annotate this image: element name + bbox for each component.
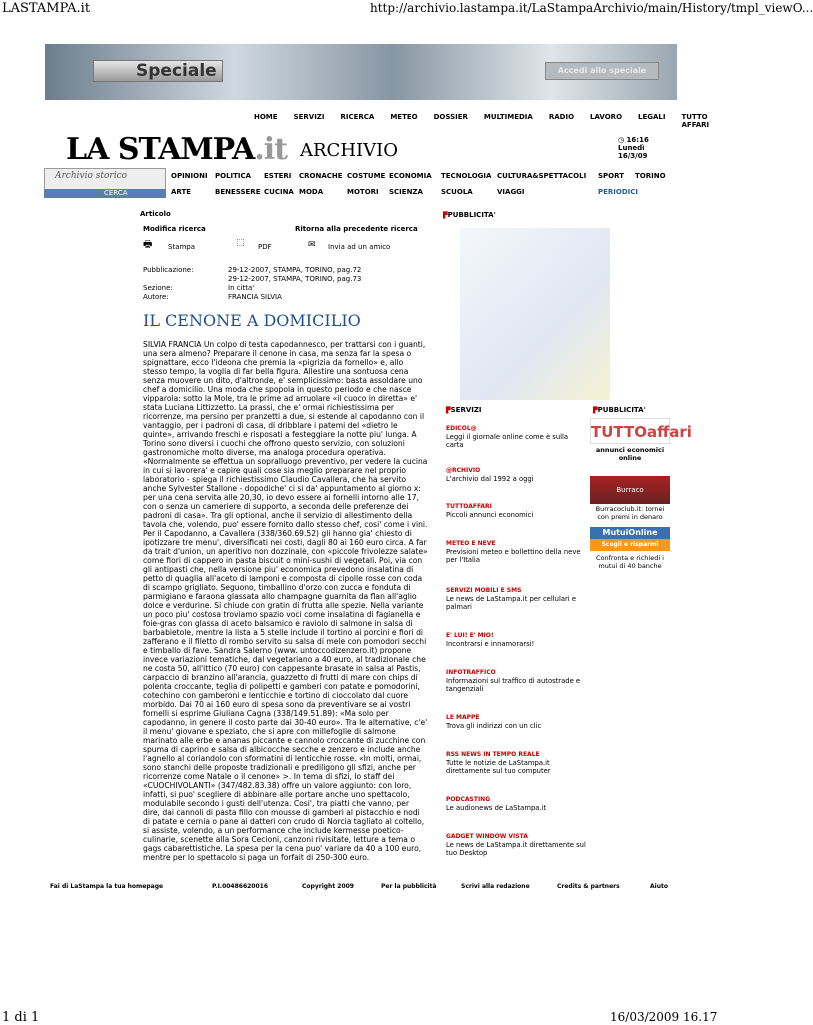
modifica-ricerca-link[interactable]: Modifica ricerca <box>143 225 206 233</box>
top-nav <box>254 113 725 129</box>
servizio-desc: Incontrarsi e innamorarsi! <box>446 640 535 648</box>
invia-link[interactable]: Invia ad un amico <box>328 243 391 251</box>
nav-home[interactable]: HOME <box>254 113 278 121</box>
nav2-motori[interactable]: MOTORI <box>347 188 379 196</box>
footer-homepage[interactable]: Fai di LaStampa la tua homepage <box>50 883 164 890</box>
list-item[interactable] <box>446 714 586 751</box>
list-item[interactable] <box>446 467 586 503</box>
nav2-viaggi[interactable]: VIAGGI <box>497 188 525 196</box>
pubblicita-text: PUBBLICITA' <box>447 211 496 219</box>
ad-desc: Confronta e richiedi i mutui di 40 banche <box>596 554 664 570</box>
servizio-title[interactable]: LE MAPPE <box>446 714 480 721</box>
printer-icon[interactable]: 🖶 <box>143 239 153 250</box>
pdf-link[interactable]: PDF <box>258 243 272 251</box>
print-page: 1 di 1 <box>2 1010 40 1025</box>
servizio-title[interactable]: PODCASTING <box>446 796 491 803</box>
speciale-title: Speciale <box>93 60 223 82</box>
servizio-desc: Le news de LaStampa.it direttamente sul tuo Desktop <box>446 841 586 857</box>
list-item[interactable] <box>446 632 586 669</box>
clock-icon: ◷ <box>618 136 625 144</box>
meta-value: FRANCIA SILVIA <box>228 293 282 301</box>
meta-label: Sezione: <box>143 284 173 292</box>
archivio-title: ARCHIVIO <box>300 140 398 161</box>
servizio-title[interactable]: INFOTRAFFICO <box>446 669 496 676</box>
servizio-desc: Tutte le notizie de LaStampa.it direttamente sul tuo computer <box>446 759 551 775</box>
list-item[interactable] <box>446 796 586 833</box>
pubblicita-text: PUBBLICITA' <box>597 406 646 414</box>
meta-label: Autore: <box>143 293 169 301</box>
date: 16/3/09 <box>618 152 648 160</box>
servizio-desc: Le news de LaStampa.it per cellulari e palmari <box>446 595 577 611</box>
nav-tutto-affari[interactable]: TUTTO AFFARI <box>681 113 710 129</box>
nav2-moda[interactable]: MODA <box>299 188 324 196</box>
list-item[interactable] <box>446 669 586 714</box>
day: Lunedì <box>618 144 645 152</box>
servizio-desc: Le audionews de LaStampa.it <box>446 804 547 812</box>
nav1-cronache[interactable]: CRONACHE <box>299 172 343 180</box>
servizio-desc: Leggi il giornale online come è sulla carta <box>446 433 569 449</box>
nav-dossier[interactable]: DOSSIER <box>433 113 468 121</box>
nav1-cultura[interactable]: CULTURA&SPETTACOLI <box>497 172 587 180</box>
mail-icon[interactable]: ✉ <box>308 240 316 250</box>
servizio-title[interactable]: RSS NEWS IN TEMPO REALE <box>446 751 540 758</box>
servizio-desc: Trova gli indirizzi con un clic <box>446 722 542 730</box>
mutuionline-ad[interactable] <box>590 527 670 551</box>
nav1-politica[interactable]: POLITICA <box>215 172 252 180</box>
meta-value: 29-12-2007, STAMPA, TORINO, pag.73 <box>228 275 362 283</box>
nav2-cucina[interactable]: CUCINA <box>264 188 294 196</box>
servizio-title[interactable]: SERVIZI MOBILI E SMS <box>446 587 522 594</box>
footer-copyright: Copyright 2009 <box>302 883 354 890</box>
ad-desc: annunci economici online <box>595 446 665 462</box>
servizio-desc: Informazioni sul traffico di autostrade e tangenziali <box>446 677 581 693</box>
ad-placeholder <box>460 228 610 400</box>
nav1-opinioni[interactable]: OPINIONI <box>171 172 208 180</box>
nav-legali[interactable]: LEGALI <box>638 113 666 121</box>
meta-label: Pubblicazione: <box>143 266 194 274</box>
footer-pubblicita[interactable]: Per la pubblicità <box>381 883 437 890</box>
article-body: SILVIA FRANCIA Un colpo di testa capodannesco, per trattarsi con i guanti, una sera almeno? Preparare il cenone in casa, ma senza far la spesa o spignattare, ecco l'ideona che premia la «pigrizia da fornello» e, allo stesso tempo, la voglia di far bella figura. Allestire una sontuosa cena senza muovere un dito, d'altronde, e' semplicissimo: basta assoldare uno chef a domicilio. Una moda che spopola in questo periodo e che nasce vipparola: sotto la Mole, tra le prime ad arruolare «il cuoco in diretta» e' stata Luciana Littizzetto. La prassi, che e' ormai richiestissima per ricorrenze, ma persino per pranzetti a due, si estende al capodanno con il vantaggio, per i padroni di casa, di dribblare i patemi del «dietro le quinte», arrivando freschi e risposati a festeggiare la notte piu' lunga. A Torino sono diversi i cuochi che offrono questo servizio, con soluzioni gastronomiche molto diverse, ma analoga procedura operativa. «Normalmente se effettua un sopralluogo preventivo, per vedere la cucina in cui si lavorera' e capire quali cose sia meglio preparare nel proprio laboratorio - spiega il richiestissimo Claudio Cavallera, che ha servito anche Sylvester Stallone - dopodiche' ci si da' appuntamento al giorno x: per una cena servita alle 20,30, io devo essere ai fornelli intorno alle 17, con o senza un cameriere di supporto, a seconda delle preferenze dei padroni di casa». Tra gli optional, anche il servizio di allestimento della tavola che, volendo, puo' essere fornito dallo stesso chef, cosi' come i vini. Per il Capodanno, a Cavallera (338/360.69.52) gli hanno gia' chiesto di ipotizzare tre menu', diversificati nei costi, dagli 80 ai 160 euro circa. A far da trait d'union, un aperitivo non dozzinale, con «piccole frivolezze salate» come fiori di cappero in pasta biscuit o mini-sushi di vegetali. Poi, via con gli antipasti che, nella versione piu' economica prevedono insalatina di petto di quaglia all'aceto di lamponi e composta di cipolle rosse con coda di scampo grigliato. Seguono, timballino d'orzo con zucca e fonduta di parmigiano e faraona glassata allo champagne guarnita da flan all'aglio dolce e verdurine. Si chiude con gratin di frutta alle spezie. Nella variante un poco piu' costosa troviamo spazio voci come insalatina di fagianella e foie-gras con glassa di aceto balsamico e raviolo di salmone in salsa di barbabietole, mentre la lista a 5 stelle include il tortino ai porcini e fiori di zafferano e il filetto di rombo servito su salsa di mele con pomodori secchi e timballo di fave. Sandra Salerno (www. untoccodizenzero.it) propone invece variazioni tematiche, dal vegetariano a 40 euro, al tradizionale che ne costa 50, all'ittico (70 euro) con cappesante brasate in salsa al Pastis, carpaccio di branzino all'arancia, guazzetto di frutti di mare con chips di polenta croccante, teglia di polipetti e gamberi con patate e pomodorini, cotechino con gamberoni e lenticchie e tortino di cioccolato dal cuore morbido. Dai 70 ai 160 euro di spesa sono da preventivare se ai vostri fornelli si esprime Giuliana Cagna (338/149.51.89): «Ma solo per capodanno, in genere il costo parte dai 30-40 euro». Tra le alternative, c'e' il menu' giovane e speziato, che si apre con millefoglie di salmone marinato alle erbe e ananas piccante e cannolo croccante di zucchine con spuma di caprino e salsa di albicocche secche e zenzero e include anche l'agnello al coriandolo con sformatini di lenticchie rosse. «In molti, ormai, sono stanchi delle proposte tradizionali e prediligono gli sfizi, anche per ricorrenze come Natale o il cenone» >. In tema di sfizi, lo staff dei «CUOCHIVOLANTI» (347/482.83.38) offre un valore aggiunto: con loro, infatti, si puo' scegliere di abbinare alle portare anche uno spettacolo, modulabile secondo i gusti dell'utenza. Cosi', tra piatti che vanno, per dire, dai cannoli di pasta fillo con mousse di gamberi al pistacchio e nodi di patate e cernia o pane ai datteri con crudo di Norcia tagliato al coltello, si assiste, volendo, a un performance che include kermesse poetico-culinarie, scenette alla Sora Cecioni, canzoni rivisitate, letture a tema o gags cabarettistiche. La spesa per la cena puo' variare da 40 a 100 euro, mentre per lo spettacolo si paga un forfait di 250-300 euro. <box>143 340 428 862</box>
servizio-title[interactable]: TUTTOAFFARI <box>446 503 492 510</box>
ad-desc: Burracoclub.it: tornei con premi in denaro <box>595 505 665 521</box>
nav1-economia[interactable]: ECONOMIA <box>389 172 432 180</box>
ads-column <box>590 418 692 570</box>
nav1-sport[interactable]: SPORT <box>598 172 624 180</box>
nav1-tecnologia[interactable]: TECNOLOGIA <box>441 172 492 180</box>
servizio-desc: Previsioni meteo e bollettino della neve per l'Italia <box>446 548 581 564</box>
servizi-label: ▛SERVIZI <box>446 406 482 414</box>
nav2-scuola[interactable]: SCUOLA <box>441 188 473 196</box>
article-meta <box>143 266 361 302</box>
nav-ricerca[interactable]: RICERCA <box>340 113 375 121</box>
servizio-desc: L'archivio dal 1992 a oggi <box>446 475 534 483</box>
date-box <box>618 136 649 160</box>
pdf-icon[interactable]: ⬚ <box>236 238 245 248</box>
print-site: LASTAMPA.it <box>2 1 91 16</box>
servizio-title[interactable]: E' LUI! E' MIO! <box>446 632 494 639</box>
nav1-esteri[interactable]: ESTERI <box>264 172 292 180</box>
pubblicita-label-2: ▛PUBBLICITA' <box>593 406 646 414</box>
nav-multimedia[interactable]: MULTIMEDIA <box>483 113 533 121</box>
list-item[interactable] <box>446 587 586 632</box>
nav1-costume[interactable]: COSTUME <box>347 172 386 180</box>
logo-main: LA STAMPA <box>66 132 255 167</box>
nav2-periodici[interactable]: PERIODICI <box>598 188 639 196</box>
burraco-ad[interactable]: Burraco <box>590 476 670 504</box>
pubblicita-label-1: ▛PUBBLICITA' <box>443 211 496 219</box>
logo-it: .it <box>254 132 288 167</box>
servizio-desc: Piccoli annunci economici <box>446 511 534 519</box>
article-title: IL CENONE A DOMICILIO <box>143 311 361 330</box>
list-item[interactable] <box>446 751 586 796</box>
lastampa-logo[interactable] <box>66 132 287 167</box>
footer-credits[interactable]: Credits & partners <box>557 883 620 890</box>
servizio-title[interactable]: @RCHIVIO <box>446 467 481 474</box>
nav2-arte[interactable]: ARTE <box>171 188 192 196</box>
articolo-label: Articolo <box>140 210 171 218</box>
servizi-text: SERVIZI <box>450 406 482 414</box>
footer-aiuto[interactable]: Aiuto <box>650 883 668 890</box>
accedi-button[interactable]: Accedi allo speciale <box>545 62 659 80</box>
tuttoaffari-ad[interactable]: TUTTOaffari <box>590 418 670 444</box>
archivio-storico-label: Archivio storico <box>55 171 128 181</box>
servizio-title[interactable]: EDICOL@ <box>446 425 477 432</box>
stampa-link[interactable]: Stampa <box>168 243 196 251</box>
meta-value: In citta' <box>228 284 255 292</box>
nav-servizi[interactable]: SERVIZI <box>293 113 325 121</box>
nav-radio[interactable]: RADIO <box>548 113 575 121</box>
nav-meteo[interactable]: METEO <box>390 113 418 121</box>
mutuionline-sub: Scegli e risparmi <box>590 539 670 551</box>
ritorna-link[interactable]: Ritorna alla precedente ricerca <box>295 225 418 233</box>
speciale-banner <box>45 44 677 100</box>
list-item[interactable] <box>446 425 586 467</box>
servizio-title[interactable]: METEO E NEVE <box>446 540 496 547</box>
list-item[interactable] <box>446 503 586 540</box>
list-item[interactable] <box>446 833 586 857</box>
nav-lavoro[interactable]: LAVORO <box>590 113 623 121</box>
meta-value: 29-12-2007, STAMPA, TORINO, pag.72 <box>228 266 362 274</box>
print-url: http://archivio.lastampa.it/LaStampaArchivio/main/History/tmpl_viewO... <box>370 1 813 15</box>
cerca-button[interactable]: CERCA <box>44 189 166 198</box>
print-datetime: 16/03/2009 16.17 <box>610 1010 718 1024</box>
list-item[interactable] <box>446 540 586 587</box>
nav2-scienza[interactable]: SCIENZA <box>389 188 423 196</box>
mutuionline-logo: MutuiOnline <box>602 528 658 537</box>
time: 16:16 <box>626 136 649 144</box>
nav2-benessere[interactable]: BENESSERE <box>215 188 261 196</box>
footer-pi: P.I.00486620016 <box>212 883 269 890</box>
servizio-title[interactable]: GADGET WINDOW VISTA <box>446 833 528 840</box>
nav1-torino[interactable]: TORINO <box>635 172 666 180</box>
footer-scrivi[interactable]: Scrivi alla redazione <box>461 883 530 890</box>
servizi-list <box>446 425 586 857</box>
